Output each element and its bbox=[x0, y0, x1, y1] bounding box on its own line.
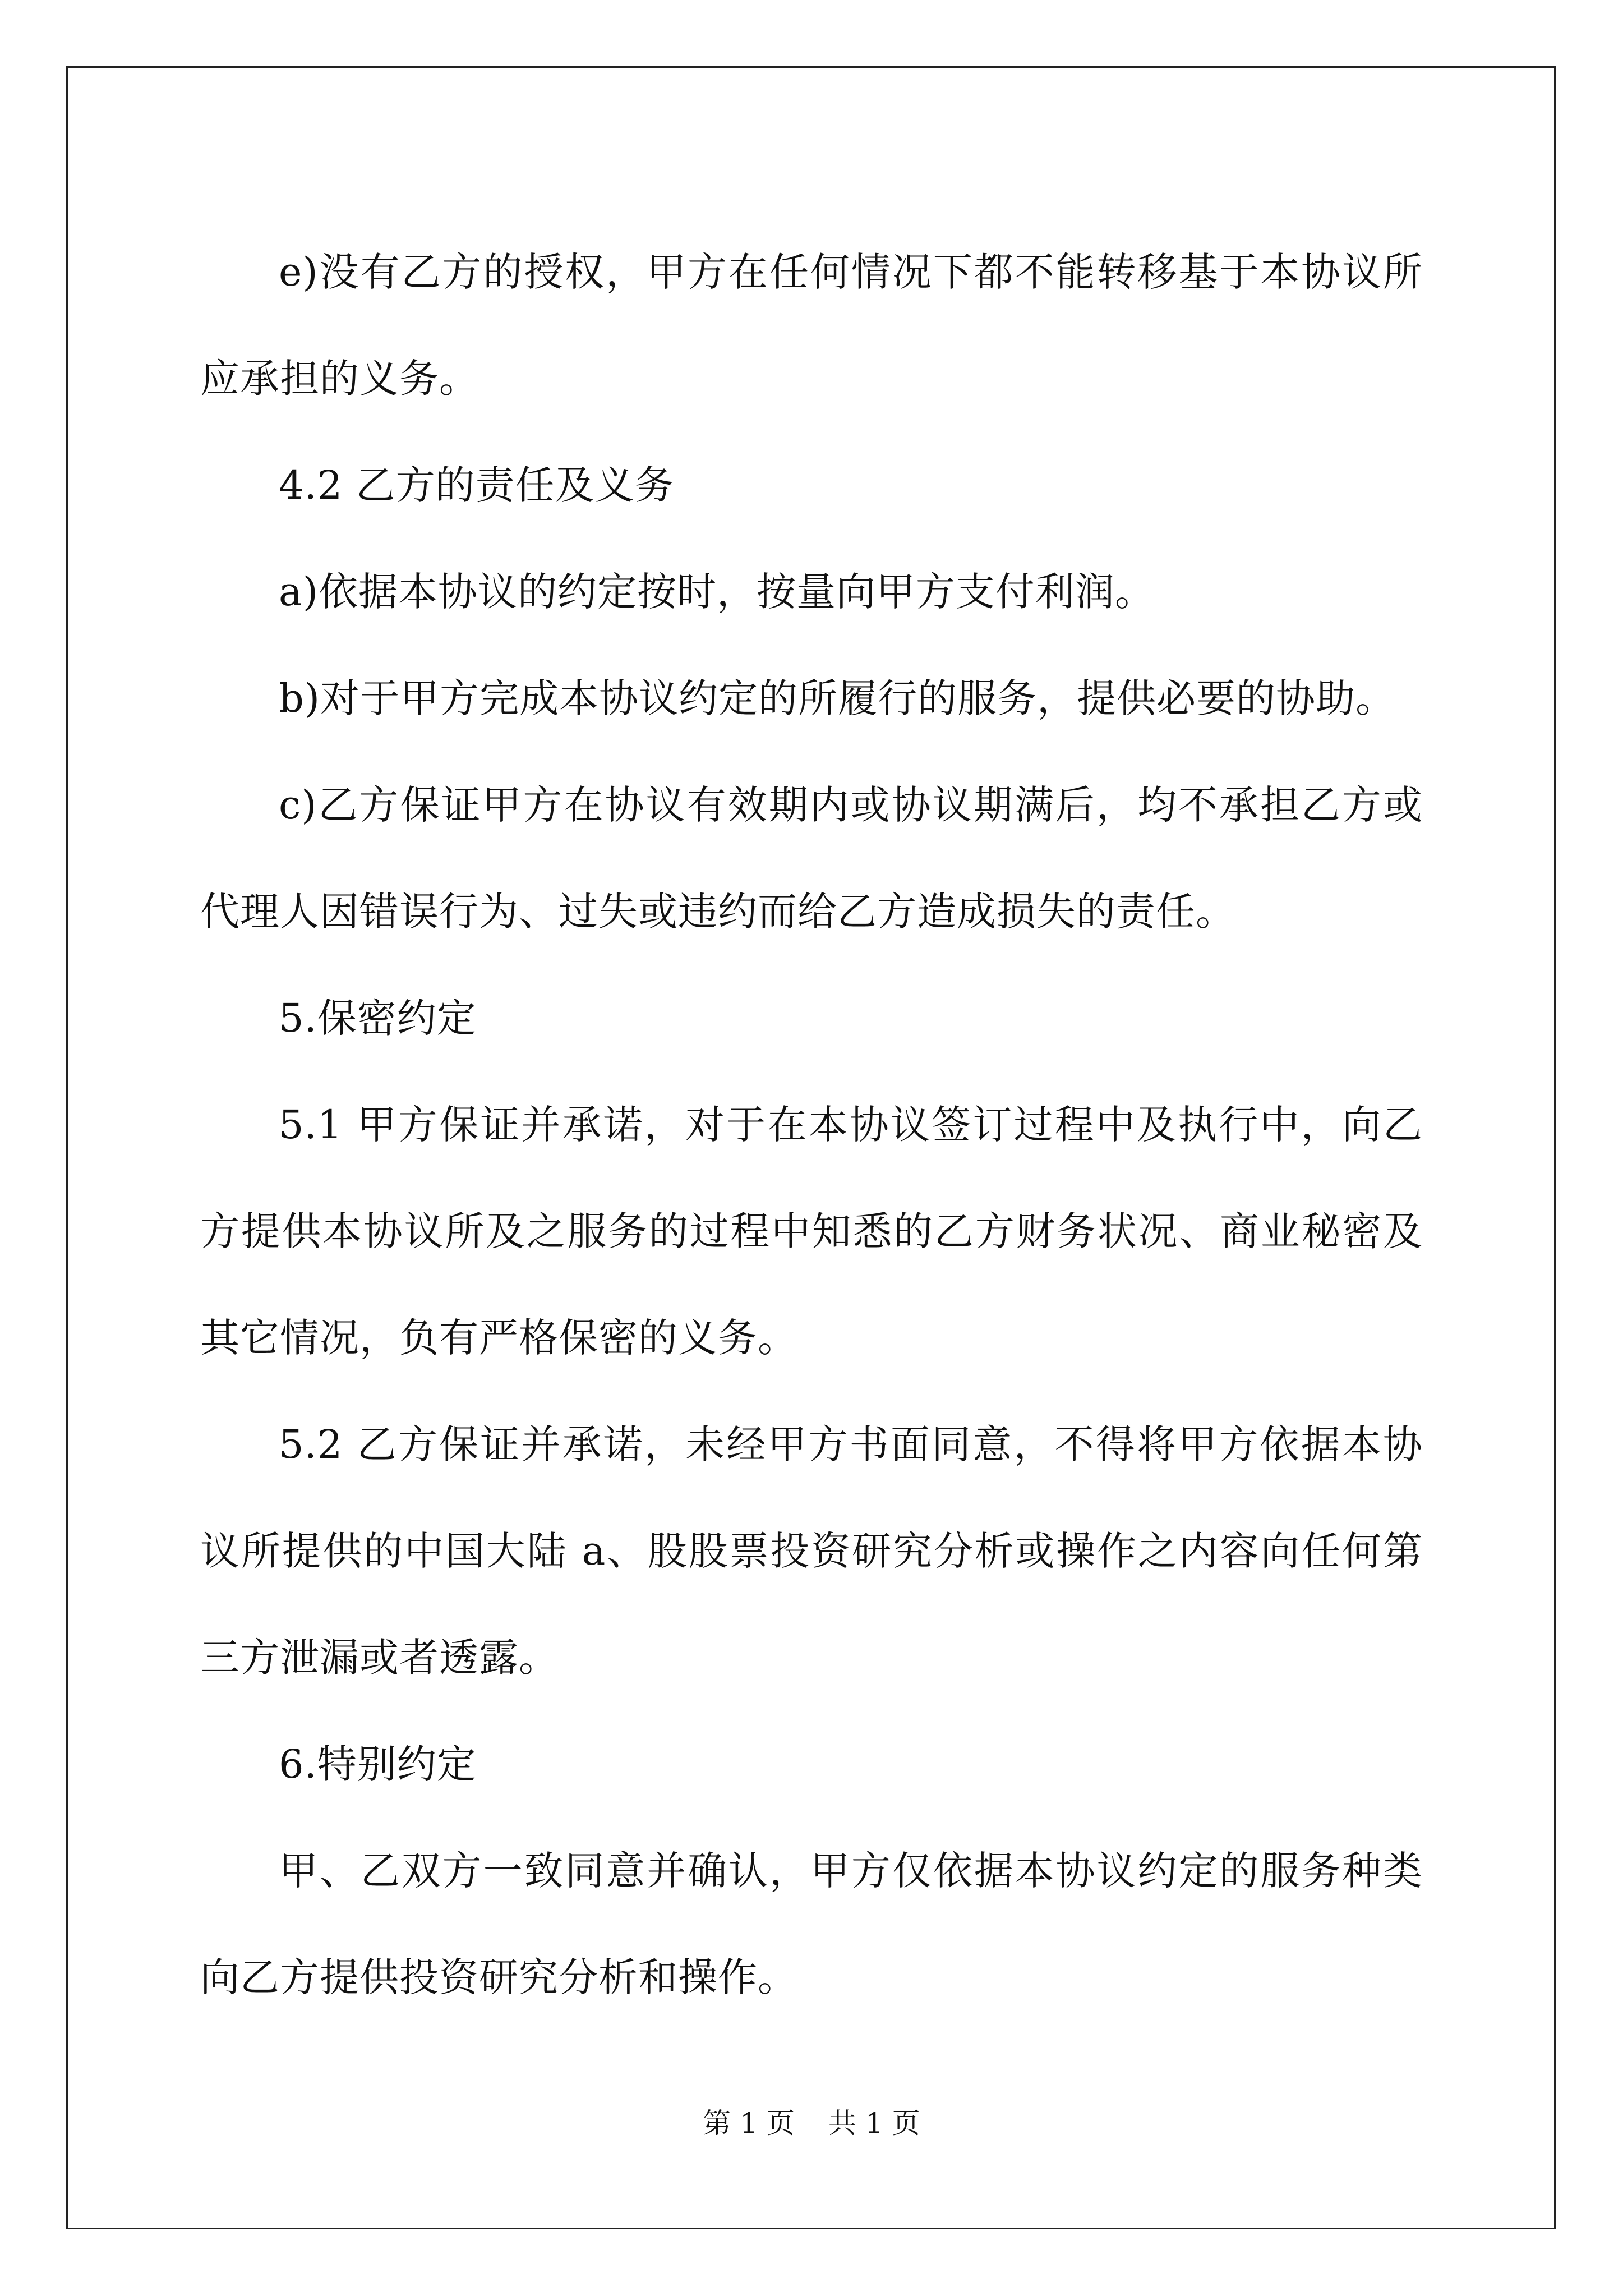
paragraph-6-body: 甲、乙双方一致同意并确认，甲方仅依据本协议约定的服务种类向乙方提供投资研究分析和操作。 bbox=[200, 1848, 1423, 2000]
page-number: 第 1 页 bbox=[703, 2107, 795, 2139]
paragraph-b-clause: b)对于甲方完成本协议约定的所履行的服务，提供必要的协助。 bbox=[279, 675, 1396, 721]
page-footer bbox=[0, 2101, 1623, 2141]
paragraph-5-2: 5.2 乙方保证并承诺，未经甲方书面同意，不得将甲方依据本协议所提供的中国大陆 a、股股票投资研究分析或操作之内容向任何第三方泄漏或者透露。 bbox=[200, 1421, 1423, 1681]
heading-6-special: 6.特别约定 bbox=[279, 1741, 477, 1787]
document-body bbox=[200, 219, 1423, 2031]
page-total: 共 1 页 bbox=[828, 2107, 920, 2139]
paragraph-c-clause: c)乙方保证甲方在协议有效期内或协议期满后，均不承担乙方或代理人因错误行为、过失或违约而给乙方造成损失的责任。 bbox=[200, 782, 1423, 935]
heading-4-2: 4.2 乙方的责任及义务 bbox=[279, 462, 675, 508]
paragraph-5-1: 5.1 甲方保证并承诺，对于在本协议签订过程中及执行中，向乙方提供本协议所及之服务的过程中知悉的乙方财务状况、商业秘密及其它情况，负有严格保密的义务。 bbox=[200, 1102, 1423, 1361]
paragraph-a-clause: a)依据本协议的约定按时，按量向甲方支付利润。 bbox=[279, 569, 1155, 615]
paragraph-e-clause: e)没有乙方的授权，甲方在任何情况下都不能转移基于本协议所应承担的义务。 bbox=[200, 249, 1423, 402]
heading-5-confidentiality: 5.保密约定 bbox=[279, 995, 477, 1041]
